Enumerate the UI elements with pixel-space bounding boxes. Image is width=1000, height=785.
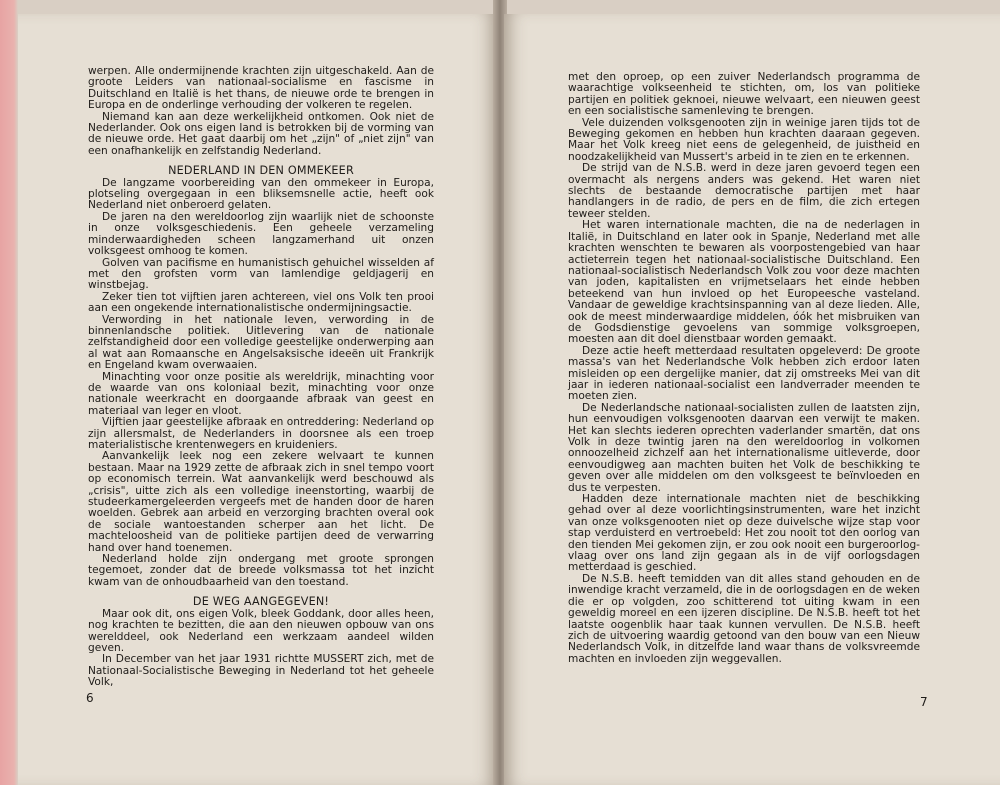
paragraph: Aanvankelijk leek nog een zekere welvaart te kunnen bestaan. Maar na 1929 zette de afbraak zich in snel tempo voort op economisch terrein. Wat aanvankelijk werd beschouwd als „crisis", uitte zich als een volledige ineenstorting, waarbij de studeerkamergeleerden vergeefs met de handen door de haren woelden. Gebrek aan arbeid en verzorging brachten overal ook de sociale wantoestanden scherper aan het licht. De machteloosheid van de politieke partijen deed de verwarring hand over hand toenemen. <box>88 450 434 554</box>
paragraph: Vele duizenden volksgenooten zijn in weinige jaren tijds tot de Beweging gekomen en hebben hun krachten daaraan gegeven. Maar het Volk kreeg niet eens de gelegenheid, de juistheid en noodzakelijkheid van Mussert's arbeid in te zien en te erkennen. <box>568 116 920 163</box>
paragraph: Hadden deze internationale machten niet de beschikking gehad over al deze voorlichtingsinstrumenten, ware het inzicht van onze volksgenooten niet op deze duivelsche wijze stap voor stap verduisterd en vertroebeld: Het zou nooit tot den oorlog van den tienden Mei gekomen zijn, er zou ook nooit een burgeroorlog-vlaag over ons land zijn gegaan als in de vijf oorlogsdagen metterdaad is geschied. <box>568 493 920 574</box>
paragraph: Vijftien jaar geestelijke afbraak en ontreddering: Nederland op zijn allersmalst, de Nederlanders in doorsnee als een troep materialistische krentenwegers en kruideniers. <box>88 416 434 451</box>
section-heading: NEDERLAND IN DEN OMMEKEER <box>168 164 354 178</box>
right-text-column <box>568 72 920 665</box>
paragraph: Minachting voor onze positie als wereldrijk, minachting voor de waarde van ons koloniaal bezit, minachting voor onze nationale weerkracht en doorgaande afbraak van geest en materiaal van leger en vloot. <box>88 370 434 417</box>
page-number: 6 <box>86 691 94 705</box>
page-number: 7 <box>920 695 928 709</box>
paragraph: De Nederlandsche nationaal-socialisten zullen de laatsten zijn, hun eenvoudigen volksgenooten daarvan een verwijt te maken. Het kan slechts iederen oprechten vaderlander smartën, dat ons Volk in deze twintig jaren na den wereldoorlog in volkomen onnoozelheid zichzelf aan het internationalisme uitleverde, door eenvoudigweg aan machten buiten het Volk de beschikking te geven over alle middelen om den volksgeest te beïnvloeden en dus te verpesten. <box>568 401 920 494</box>
left-page <box>18 14 496 785</box>
paragraph: Niemand kan aan deze werkelijkheid ontkomen. Ook niet de Nederlander. Ook ons eigen land is betrokken bij de vorming van de nieuwe orde. Het gaat daarbij om het „zijn" of „niet zijn" van een onafhankelijk en zelfstandig Nederland. <box>88 110 434 157</box>
paragraph: Verwording in het nationale leven, verwording in de binnenlandsche politiek. Uitlevering van de nationale zelfstandigheid door een volledige geestelijke onderwerping aan al wat aan Romaansche en Angelsaksische ideeën uit Frankrijk en Engeland kwam overwaaien. <box>88 313 434 372</box>
paragraph: De langzame voorbereiding van den ommekeer in Europa, plotseling overgegaan in een bliksemsnelle actie, heeft ook Nederland niet onberoerd gelaten. <box>88 176 434 212</box>
paragraph: De strijd van de N.S.B. werd in deze jaren gevoerd tegen een overmacht als nergens anders was gekend. Het waren niet slechts de bestaande democratische partijen met haar handlangers in de radio, de pers en de film, die zich ertegen teweer stelden. <box>568 162 920 220</box>
paragraph: De jaren na den wereldoorlog zijn waarlijk niet de schoonste in onze volksgeschiedenis. Een geheele verzameling minderwaardigheden scheen langzamerhand uit onzen volksgeest omhoog te komen. <box>88 210 434 258</box>
paragraph: In December van het jaar 1931 richtte MUSSERT zich, met de Nationaal-Socialistische Beweging in Nederland tot het geheele Volk, <box>88 653 434 689</box>
paragraph: werpen. Alle ondermijnende krachten zijn uitgeschakeld. Aan de groote Leiders van nationaal-socialisme en fascisme in Duitschland en Italië is het thans, de nieuwe orde te brengen in Europa en de onderlinge verhouding der volkeren te regelen. <box>88 65 434 112</box>
paragraph: De N.S.B. heeft temidden van dit alles stand gehouden en de inwendige kracht verzameld, die in de oorlogsdagen en de weken die er op volgden, zoo schitterend tot uiting kwam in een geweldig moreel en een ijzeren discipline. De N.S.B. heeft tot het laatste oogenblik haar taak kunnen vervullen. De N.S.B. heeft zich de uitvoering waardig getoond van den bouw van een Nieuw Nederlandsch Volk, in ditzelfde land waar thans de volksvreemde machten en invloeden zijn weggevallen. <box>568 572 920 665</box>
paragraph: Maar ook dit, ons eigen Volk, bleek Goddank, door alles heen, nog krachten te bezitten, die aan den nieuwen opbouw van ons werelddeel, ook Nederland een werkzaam aandeel wilden geven. <box>88 607 434 654</box>
paragraph: Deze actie heeft metterdaad resultaten opgeleverd: De groote massa's van het Nederlandsche Volk hebben zich erdoor laten misleiden op een dergelijke manier, dat zij omstreeks Mei van dit jaar in iederen nationaal-socialist een landverrader meenden te moeten zien. <box>568 344 920 403</box>
section-heading: DE WEG AANGEGEVEN! <box>192 595 330 609</box>
left-text-column <box>88 66 434 689</box>
paragraph: met den oproep, op een zuiver Nederlandsch programma de waarachtige volkseenheid te stichten, om, los van politieke partijen en politiek geknoei, nieuwe welvaart, een nieuwen geest en een socialistische samenleving te brengen. <box>568 71 920 118</box>
paragraph: Het waren internationale machten, die na de nederlagen in Italië, in Duitschland en later ook in Spanje, Nederland met alle krachten wenschten te bewaren als voorpostengebied van haar actieterrein tegen het nationaal-socialistische Duitschland. Een nationaal-socialistisch Nederlandsch Volk zou voor deze machten van joden, kapitalisten en vrijmetselaars het einde hebben beteekend van hun invloed op het Europeesche vasteland. Vandaar de geweldige krachtsinspanning van al deze lieden. Alle, ook de meest minderwaardige middelen, óók het misbruiken van de Godsdienstige gevoelens van sommige volksgroepen, moesten aan dit doel dienstbaar worden gemaakt. <box>568 219 920 346</box>
paragraph: Zeker tien tot vijftien jaren achtereen, viel ons Volk ten prooi aan een ongekende internationalistische ondermijningsactie. <box>88 290 434 315</box>
paragraph: Golven van pacifisme en humanistisch gehuichel wisselden af met den grofsten vorm van lamlendige geldjagerij en winstbejag. <box>88 256 434 292</box>
paragraph: Nederland holde zijn ondergang met groote sprongen tegemoet, zonder dat de breede volksmassa tot het inzicht kwam van de onhoudbaarheid van den toestand. <box>88 553 434 588</box>
right-page <box>504 14 1000 785</box>
